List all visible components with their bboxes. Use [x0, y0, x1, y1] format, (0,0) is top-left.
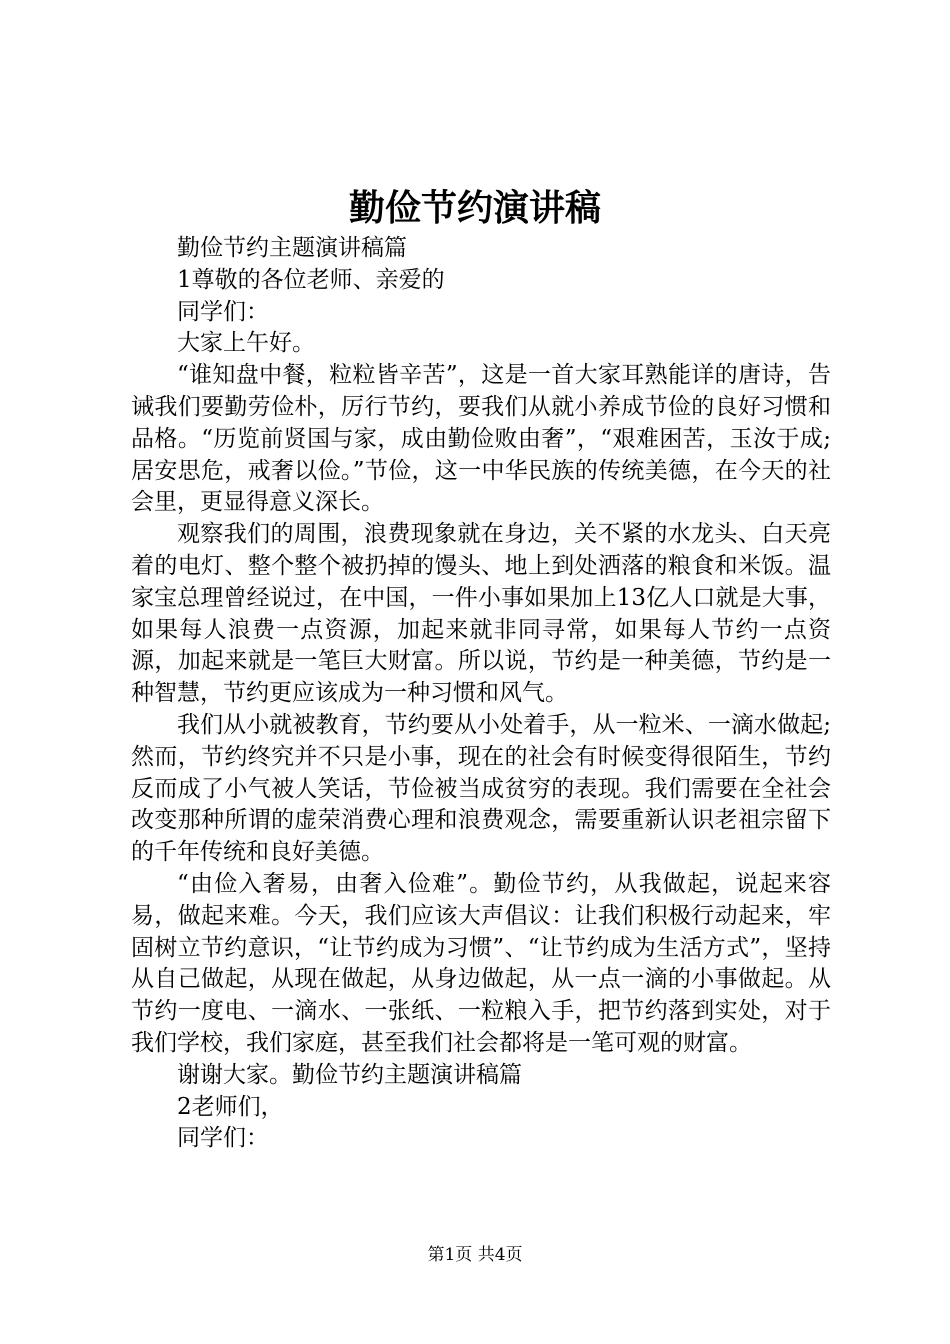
paragraph-4: 大家上午好。 — [177, 330, 315, 357]
paragraph-10: 2老师们， — [177, 1093, 284, 1120]
document-body — [131, 233, 831, 1155]
document-title: 勤俭节约演讲稿 — [348, 187, 601, 229]
page-footer: 第1页 共4页 — [427, 1245, 523, 1265]
paragraph-8: “由俭入奢易，由奢入俭难”。勤俭节约，从我做起，说起来容易，做起来难。今天，我们应该大声倡议：让我们积极行动起来，牢固树立节约意识，“让节约成为习惯”、“让节约成为生活方式”，坚持从自己做起，从现在做起，从身边做起，从一点一滴的小事做起。从节约一度电、一滴水、一张纸、一粒粮入手，把节约落到实处，对于我们学校，我们家庭，甚至我们社会都将是一笔可观的财富。 — [131, 870, 831, 1056]
paragraph-2: 1尊敬的各位老师、亲爱的 — [177, 266, 445, 293]
paragraph-5: “谁知盘中餐，粒粒皆辛苦”，这是一首大家耳熟能详的唐诗，告诫我们要勤劳俭朴，厉行节约，要我们从就小养成节俭的良好习惯和品格。“历览前贤国与家，成由勤俭败由奢”，“艰难困苦，玉汝于成;居安思危，戒奢以俭。”节俭，这一中华民族的传统美德，在今天的社会里，更显得意义深长。 — [131, 362, 831, 516]
paragraph-6: 观察我们的周围，浪费现象就在身边，关不紧的水龙头、白天亮着的电灯、整个整个被扔掉的馒头、地上到处洒落的粮食和米饭。温家宝总理曾经说过，在中国，一件小事如果加上13亿人口就是大事，如果每人浪费一点资源，加起来就非同寻常，如果每人节约一点资源，加起来就是一笔巨大财富。所以说，节约是一种美德，节约是一种智慧，节约更应该成为一种习惯和风气。 — [131, 521, 831, 707]
paragraph-9: 谢谢大家。勤俭节约主题演讲稿篇 — [177, 1061, 522, 1088]
paragraph-7: 我们从小就被教育，节约要从小处着手，从一粒米、一滴水做起;然而，节约终究并不只是小事，现在的社会有时候变得很陌生，节约反而成了小气被人笑话，节俭被当成贫穷的表现。我们需要在全社会改变那种所谓的虚荣消费心理和浪费观念，需要重新认识老祖宗留下的千年传统和良好美德。 — [131, 711, 831, 866]
paragraph-3: 同学们： — [177, 298, 269, 325]
paragraph-11: 同学们： — [177, 1125, 269, 1152]
paragraph-1: 勤俭节约主题演讲稿篇 — [177, 235, 407, 261]
